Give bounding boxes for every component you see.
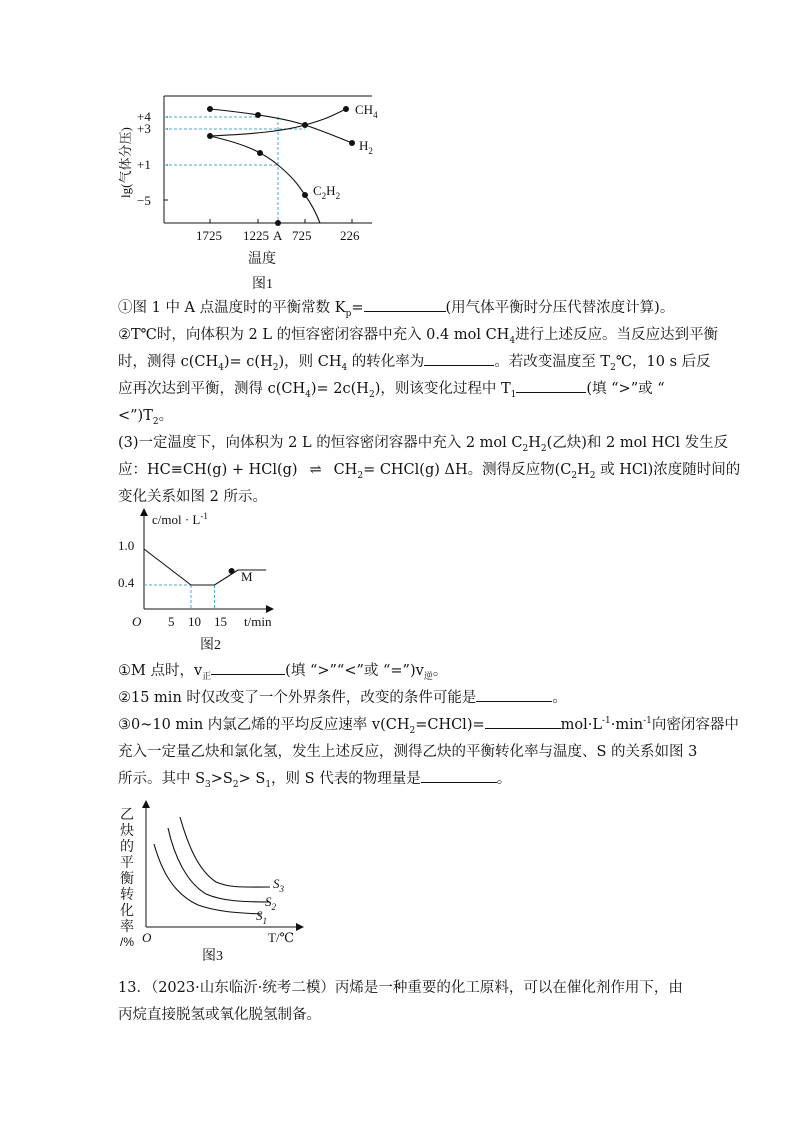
fig2-ytick: 0.4 — [118, 575, 135, 590]
fig1-xtick: 1225 — [243, 228, 269, 243]
q3-sub-b: ②15 min 时仅改变了一个外界条件，改变的条件可能是 。 — [118, 685, 688, 712]
fig1-point — [349, 140, 355, 146]
q1-line-4: 应再次达到平衡，测得 $c(CH_4)= 2c(H_2)$，则该变化过程中 $T_1$ (填 “>”或 “ — [118, 376, 688, 403]
fig2-ylabel: $c/mol \cdot L^{-1}$ — [152, 511, 208, 527]
answer-blank[interactable] — [364, 296, 446, 312]
fig2-xtick: 10 — [188, 614, 201, 629]
answer-blank[interactable] — [211, 659, 285, 675]
q1-line-2: ②T℃时，向体积为 2 L 的恒容密闭容器中充入 0.4 mol $CH_4$进行上述反应。当反应达到平衡 — [118, 327, 719, 346]
answer-blank[interactable] — [485, 713, 561, 729]
fig1-xtick: 226 — [340, 228, 360, 243]
fig1-ylabel: lg(气体分压) — [118, 127, 133, 198]
q1-line-1: ①图 1 中 A 点温度时的平衡常数 $K_p=$ (用气体平衡时分压代替浓度计算)。 — [118, 295, 688, 322]
fig1-point — [207, 106, 213, 112]
fig1-xtick: 1725 — [196, 228, 222, 243]
fig1-label-h2: $H_2$ — [359, 138, 373, 156]
figure-1 — [110, 88, 390, 298]
fig1-label-c2h2: $C_2H_2$ — [313, 183, 341, 201]
q3-line-3: 变化关系如图 2 所示。 — [118, 489, 267, 505]
answer-blank[interactable] — [476, 686, 552, 702]
fig1-curve-c2h2 — [210, 136, 320, 223]
fig3-origin: O — [142, 930, 152, 945]
q1-line-5: $<”)T_2$。 — [118, 408, 174, 427]
fig1-caption: 图1 — [252, 277, 273, 292]
fig3-ylabel: 乙 炔 的 平 衡 转 化 率 /% — [119, 806, 134, 949]
fig3-label-s1: $S_1$ — [256, 908, 267, 926]
fig1-point — [255, 112, 261, 118]
fig1-point — [343, 106, 349, 112]
fig3-curve-s3 — [180, 817, 270, 887]
fig1-point — [302, 192, 308, 198]
fig1-point-a — [275, 220, 281, 226]
fig1-xtick: A — [273, 228, 283, 243]
q3-line-1: (3)一定温度下，向体积为 2 L 的恒容密闭容器中充入 2 mol $C_2H_2$(乙炔)和 2 mol HCl 发生反 — [118, 435, 729, 454]
fig3-caption: 图3 — [202, 949, 223, 964]
fig1-xtick: 725 — [292, 228, 312, 243]
fig1-xlabel: 温度 — [248, 252, 276, 267]
figure-2 — [110, 508, 290, 658]
fig1-ytick: −5 — [137, 193, 151, 208]
fig2-ytick: 1.0 — [118, 538, 135, 553]
q13-line-2: 丙烷直接脱氢或氧化脱氢制备。 — [118, 1007, 321, 1023]
fig1-ytick: +3 — [137, 121, 151, 136]
q3-sub-c3: 所示。其中 $S_3>S_2> S_1$，则 S 代表的物理量是 。 — [118, 766, 688, 793]
q3-sub-c2: 充入一定量乙炔和氯化氢，发生上述反应，测得乙炔的平衡转化率与温度、S 的关系如图 3 — [118, 744, 698, 760]
fig2-caption: 图2 — [200, 638, 221, 653]
fig1-ytick: +1 — [137, 157, 151, 172]
answer-blank[interactable] — [424, 350, 494, 366]
fig2-xtick: 5 — [168, 614, 175, 629]
fig1-point — [207, 133, 213, 139]
answer-blank[interactable] — [516, 377, 586, 393]
fig1-point — [257, 150, 263, 156]
fig3-curve-s1 — [154, 844, 262, 914]
fig3-label-s3: $S_3$ — [273, 876, 284, 894]
q3-line-2: 应：HC≡CH(g) + HCl(g) ⇌ $CH_2=$ CHCl(g) ΔH。测得反应物($C_2H_2$ 或 HCl)浓度随时间的 — [118, 457, 688, 484]
fig3-xlabel: T/℃ — [268, 930, 295, 945]
q13-line-1: 13．（2023·山东临沂·统考二模）丙烯是一种重要的化工原料，可以在催化剂作用下，由 — [118, 980, 683, 996]
figure-3 — [112, 800, 312, 970]
fig1-ytick: +4 — [137, 109, 151, 124]
fig2-point-label: M — [241, 569, 253, 584]
fig1-point — [302, 122, 308, 128]
equilibrium-arrow-icon: ⇌ — [309, 462, 322, 478]
fig3-curve-s2 — [168, 828, 270, 902]
fig1-label-ch4: $CH_4$ — [355, 102, 378, 120]
fig2-point-m — [229, 568, 235, 574]
q1-line-3: 时，测得 $c(CH_4)= c(H_2)$，则 $CH_4$ 的转化率为 。若改变温度至 $T_2℃$，10 s 后反 — [118, 349, 688, 376]
q3-sub-a: ①M 点时，$v_正$ (填 “>”“<”或 “$=”)v_逆$。 — [118, 658, 688, 685]
fig2-xlabel: t/min — [244, 614, 272, 629]
q3-sub-c1: ③0~10 min 内氯乙烯的平均反应速率 $v(CH_2=CHCl)= mol\cdot L^{-1}\cdot\min^{-1}$向密闭容器中 — [118, 712, 688, 739]
fig2-xtick: 15 — [214, 614, 227, 629]
answer-blank[interactable] — [421, 767, 497, 783]
fig1-curve-h2 — [210, 109, 352, 143]
fig2-origin: O — [132, 614, 142, 629]
fig3-label-s2: $S_2$ — [265, 894, 276, 912]
